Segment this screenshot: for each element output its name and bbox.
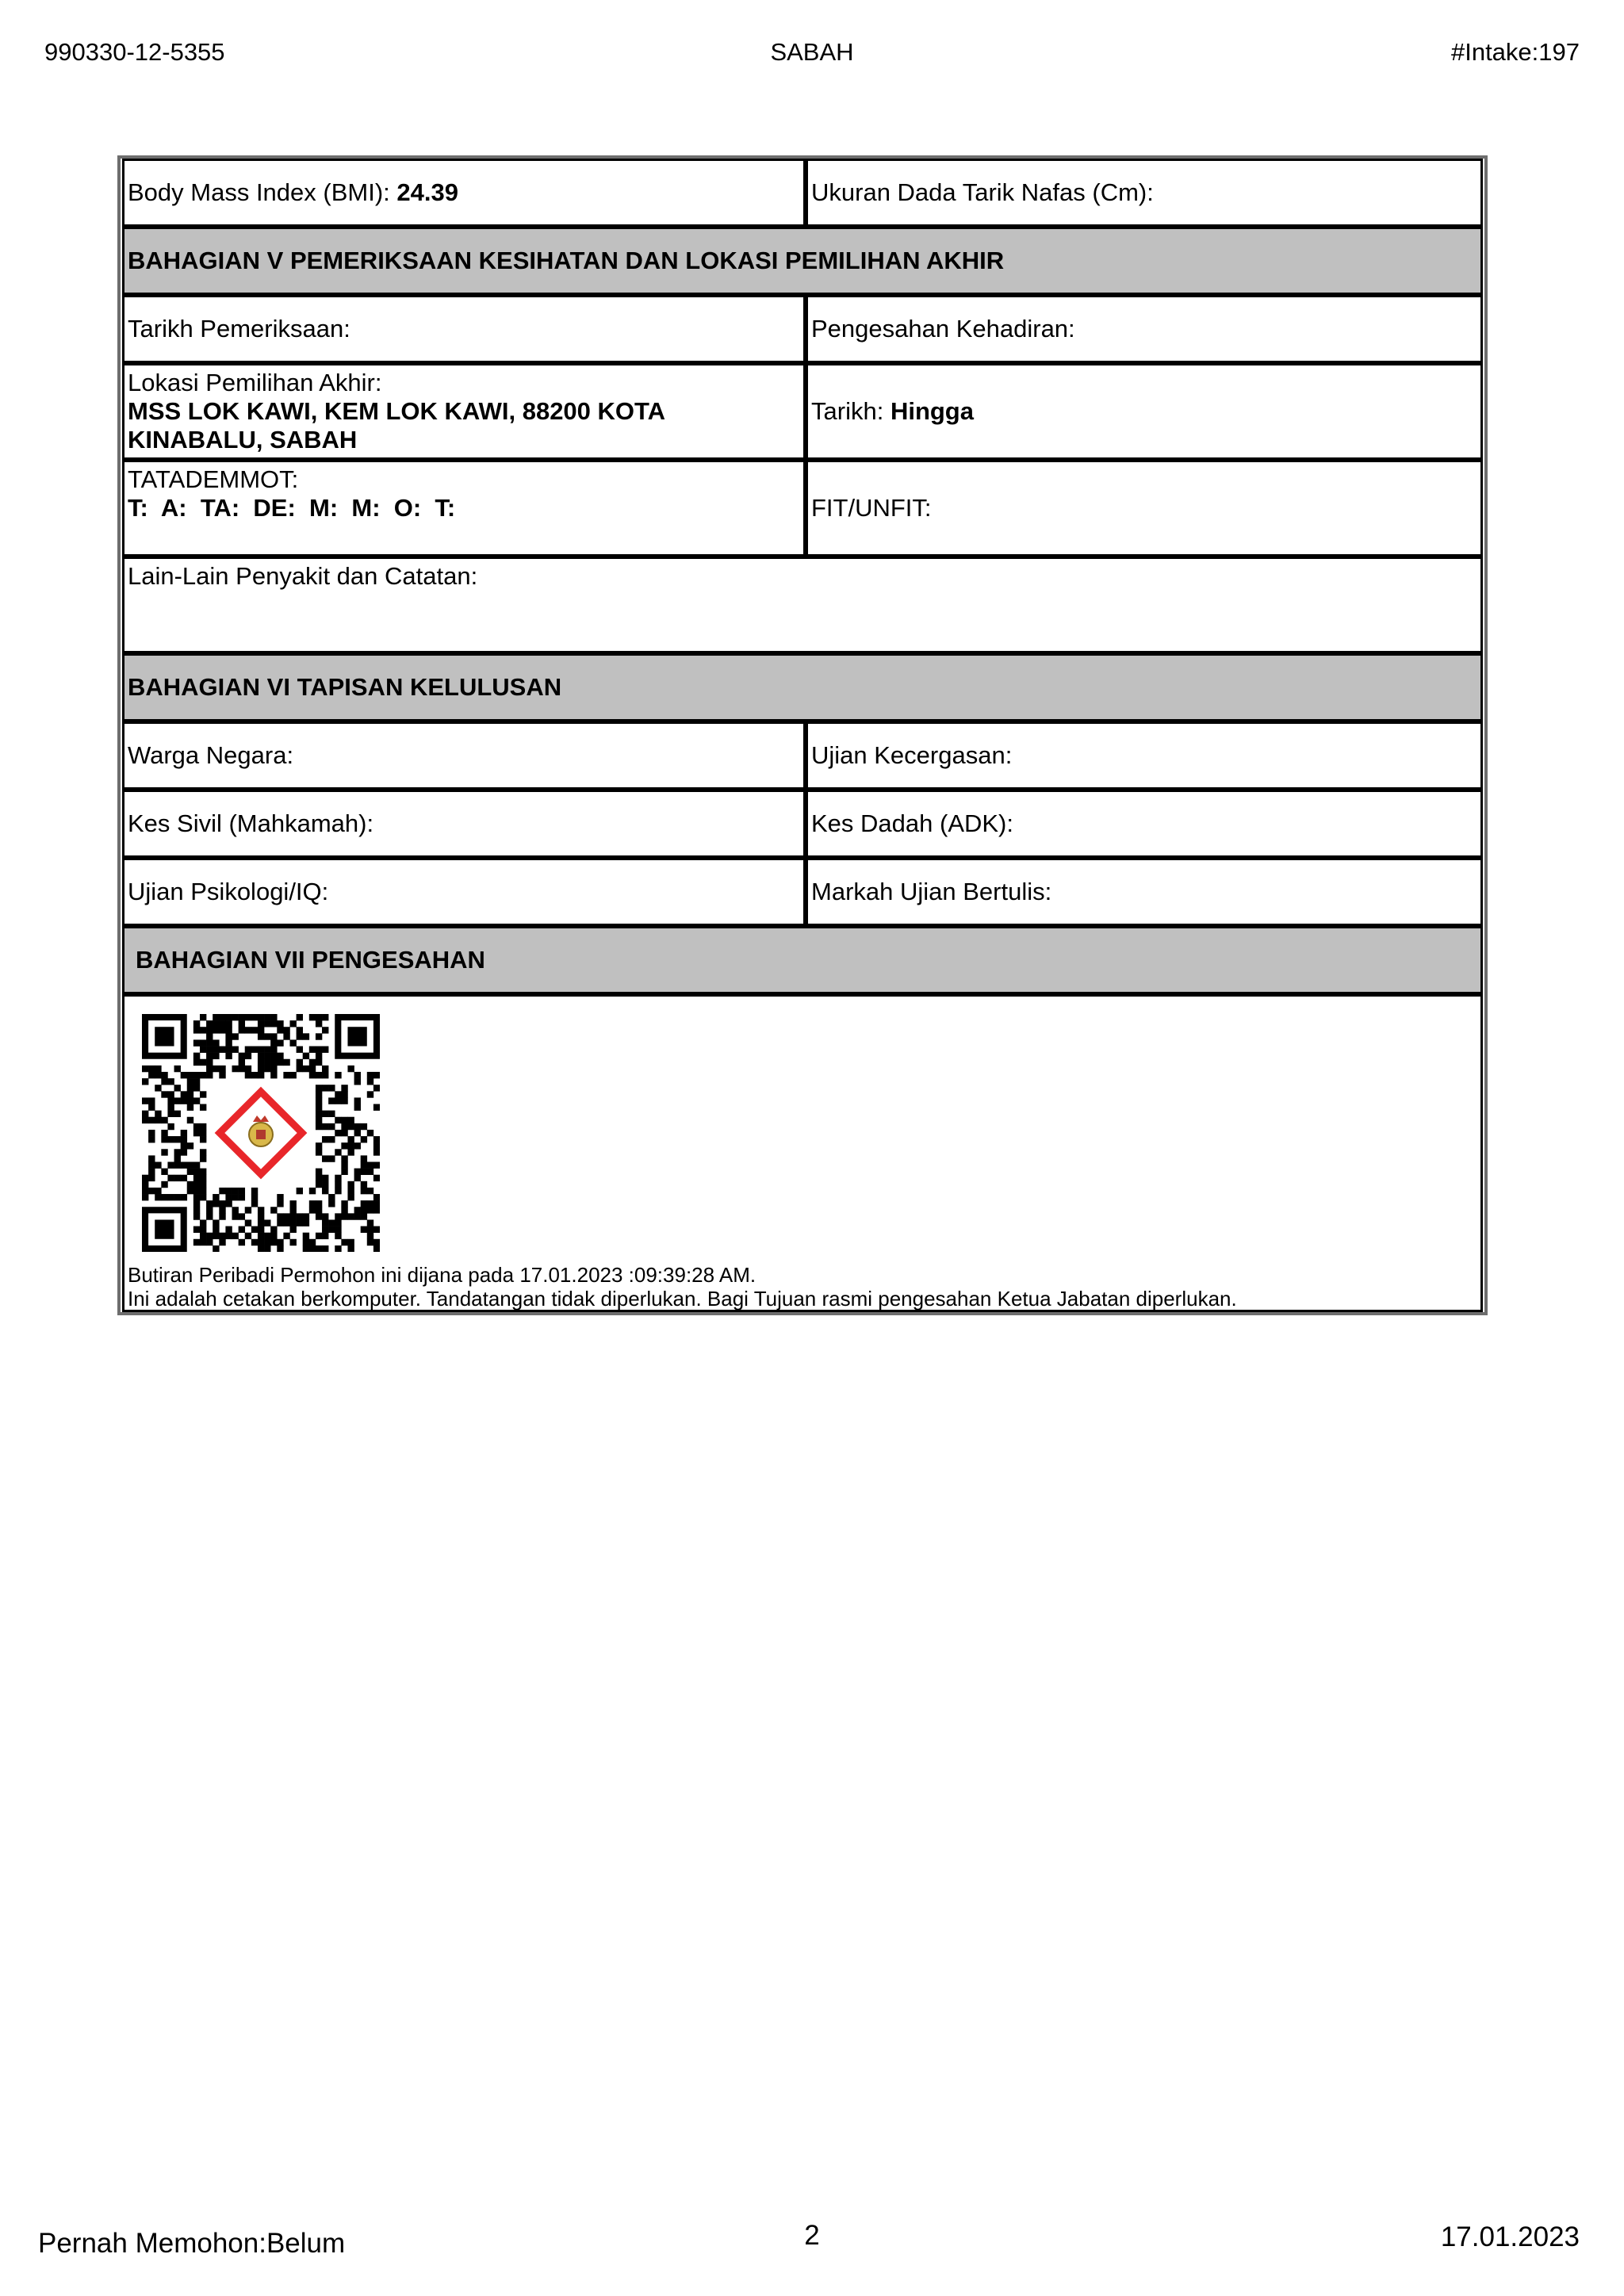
tatademmot-value: T: A: TA: DE: M: M: O: T:	[128, 494, 456, 522]
qr-code-icon	[142, 1014, 380, 1252]
tatademmot-label: TATADEMMOT:	[128, 465, 299, 493]
bmi-row	[121, 159, 1484, 227]
date-value: Hingga	[890, 397, 974, 425]
notes-row	[121, 557, 1484, 653]
drug-cell	[806, 790, 1483, 858]
exam-date-label: Tarikh Pemeriksaan:	[128, 315, 350, 342]
psych-row	[121, 858, 1484, 926]
date-label: Tarikh:	[811, 397, 884, 425]
applied-before-status: Pernah Memohon:Belum	[38, 2228, 346, 2259]
section-v-row	[121, 227, 1484, 295]
bmi-label: Body Mass Index (BMI):	[128, 178, 390, 206]
page-number: 2	[804, 2220, 820, 2251]
location-label: Lokasi Pemilihan Akhir:	[128, 369, 382, 396]
generated-note: Butiran Peribadi Permohon ini dijana pada 17.01.2023 :09:39:28 AM.	[128, 1263, 756, 1287]
civil-cell	[122, 790, 806, 858]
attendance-cell	[806, 295, 1483, 363]
fit-label: FIT/UNFIT:	[811, 494, 932, 522]
notes-label: Lain-Lain Penyakit dan Catatan:	[128, 562, 478, 590]
section-vi-row	[121, 653, 1484, 721]
written-cell	[806, 858, 1483, 926]
location-row	[121, 363, 1484, 460]
psych-cell	[122, 858, 806, 926]
tatademmot-cell	[122, 460, 806, 557]
attendance-label: Pengesahan Kehadiran:	[811, 315, 1075, 342]
citizen-row	[121, 721, 1484, 790]
civil-label: Kes Sivil (Mahkamah):	[128, 809, 374, 837]
bmi-value: 24.39	[396, 178, 458, 206]
footer-date: 17.01.2023	[1440, 2221, 1580, 2252]
bmi-cell	[122, 159, 806, 227]
exam-row	[121, 295, 1484, 363]
psych-label: Ujian Psikologi/IQ:	[128, 878, 329, 905]
qr-code-graphic	[142, 1014, 380, 1252]
section-vii-row	[121, 926, 1484, 994]
notes-cell	[122, 557, 1483, 653]
computer-note: Ini adalah cetakan berkomputer. Tandatangan tidak diperlukan. Bagi Tujuan rasmi pengesahan Ketua Jabatan diperlukan.	[128, 1287, 1237, 1311]
section-v-title: BAHAGIAN V PEMERIKSAAN KESIHATAN DAN LOKASI PEMILIHAN AKHIR	[122, 227, 1483, 295]
citizen-cell	[122, 721, 806, 790]
intake-number: #Intake:197	[1450, 38, 1580, 66]
citizen-label: Warga Negara:	[128, 741, 294, 769]
section-vii-title: BAHAGIAN VII PENGESAHAN	[122, 926, 1483, 994]
written-label: Markah Ujian Bertulis:	[811, 878, 1052, 905]
location-value: MSS LOK KAWI, KEM LOK KAWI, 88200 KOTA KINABALU, SABAH	[128, 397, 665, 453]
date-range-cell	[806, 363, 1483, 460]
fitness-label: Ujian Kecergasan:	[811, 741, 1013, 769]
exam-date-cell	[122, 295, 806, 363]
drug-label: Kes Dadah (ADK):	[811, 809, 1013, 837]
application-form	[117, 155, 1488, 1315]
fitness-cell	[806, 721, 1483, 790]
ic-number: 990330-12-5355	[44, 38, 225, 66]
section-vi-title: BAHAGIAN VI TAPISAN KELULUSAN	[122, 653, 1483, 721]
state-name: SABAH	[770, 38, 854, 66]
chest-cell	[806, 159, 1483, 227]
fit-cell	[806, 460, 1483, 557]
tatademmot-row	[121, 460, 1484, 557]
verification-row	[121, 994, 1484, 1312]
verification-cell	[122, 994, 1483, 1312]
civil-row	[121, 790, 1484, 858]
chest-label: Ukuran Dada Tarik Nafas (Cm):	[811, 178, 1154, 206]
location-cell	[122, 363, 806, 460]
